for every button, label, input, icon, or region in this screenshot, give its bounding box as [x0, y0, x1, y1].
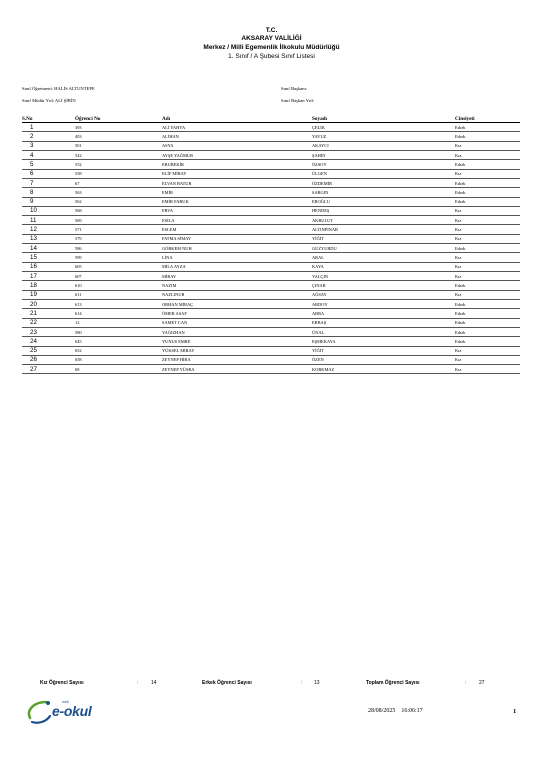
list-title-text: 1. Sınıf / A Şubesi Sınıf Listesi [228, 53, 315, 60]
vice-president-label: Sınıf Başkan Yrd: [281, 98, 315, 103]
print-datetime [368, 708, 423, 714]
header-last-name: Soyadı [312, 115, 455, 123]
cell-first-name: ELVAN BATUR [162, 178, 312, 187]
cell-first-name: YAĞIZHAN [162, 327, 312, 336]
cell-student-no: 599 [75, 253, 162, 262]
cell-student-no: 393 [75, 123, 162, 132]
cell-student-no: 552 [75, 160, 162, 169]
cell-student-no: 403 [75, 132, 162, 141]
cell-student-no: 563 [75, 188, 162, 197]
cell-last-name: ÜNAL [312, 327, 455, 336]
school-text: Merkez / Milli Egemenlik İlkokulu Müdürlüğü [203, 44, 340, 51]
cell-first-name: SAMET CAN [162, 318, 312, 327]
cell-student-no: 611 [75, 290, 162, 299]
table-row [22, 216, 520, 225]
cell-student-no: 569 [75, 216, 162, 225]
table-row [22, 281, 520, 290]
assistant-principal-label: Sınıf Müdür Yrd: ALİ ŞİRİN [22, 98, 76, 103]
table-row [22, 206, 520, 215]
cell-student-no: 568 [75, 206, 162, 215]
table-row [22, 346, 520, 355]
cell-sno: 1 [22, 123, 75, 132]
table-row [22, 365, 520, 374]
cell-gender: Kız [455, 206, 520, 215]
cell-gender: Kız [455, 169, 520, 178]
cell-gender: Erkek [455, 318, 520, 327]
cell-first-name: ERVA [162, 206, 312, 215]
cell-gender: Kız [455, 262, 520, 271]
print-date: 28/08/2025 [368, 708, 396, 714]
table-row [22, 253, 520, 262]
list-title [0, 53, 543, 62]
cell-last-name: ALTINPINAR [312, 225, 455, 234]
governorship-text: AKSARAY VALİLİĞİ [241, 35, 302, 42]
cell-last-name: HENDEŞ [312, 206, 455, 215]
cell-student-no: 542 [75, 150, 162, 159]
cell-sno: 14 [22, 244, 75, 253]
cell-gender: Erkek [455, 132, 520, 141]
cell-first-name: MİRAY [162, 272, 312, 281]
cell-gender: Erkek [455, 309, 520, 318]
cell-student-no: 586 [75, 244, 162, 253]
table-row [22, 225, 520, 234]
table-row [22, 132, 520, 141]
cell-last-name: ÇINAR [312, 281, 455, 290]
cell-student-no: 607 [75, 272, 162, 281]
girls-separator: : [137, 680, 139, 686]
cell-sno: 8 [22, 188, 75, 197]
class-president-label: Sınıf Başkanı: [281, 86, 308, 91]
cell-sno: 2 [22, 132, 75, 141]
governorship-title [0, 35, 543, 44]
cell-gender: Kız [455, 150, 520, 159]
cell-sno: 19 [22, 290, 75, 299]
cell-sno: 22 [22, 318, 75, 327]
cell-first-name: ZEYNEP YÜSRA [162, 365, 312, 374]
cell-gender: Kız [455, 346, 520, 355]
cell-last-name: KORKMAZ [312, 365, 455, 374]
table-row [22, 188, 520, 197]
cell-first-name: ORHAN MİRAÇ [162, 299, 312, 308]
total-count-label [366, 680, 420, 686]
cell-last-name: ŞAHİN [312, 150, 455, 159]
girls-count-label [40, 680, 84, 686]
cell-gender: Kız [455, 216, 520, 225]
cell-sno: 20 [22, 299, 75, 308]
cell-gender: Erkek [455, 281, 520, 290]
cell-sno: 23 [22, 327, 75, 336]
cell-sno: 21 [22, 309, 75, 318]
cell-gender: Kız [455, 365, 520, 374]
cell-student-no: 67 [75, 178, 162, 187]
cell-sno: 5 [22, 160, 75, 169]
cell-last-name: ABRA [312, 309, 455, 318]
cell-first-name: ZEYNEP HİRA [162, 355, 312, 364]
table-row [22, 178, 520, 187]
header-sno: S.No [22, 115, 75, 123]
table-row [22, 169, 520, 178]
cell-sno: 7 [22, 178, 75, 187]
boys-count-label [202, 680, 252, 686]
cell-student-no: 658 [75, 355, 162, 364]
table-row [22, 160, 520, 169]
cell-last-name: ÖZSOY [312, 160, 455, 169]
cell-sno: 4 [22, 150, 75, 159]
table-row [22, 299, 520, 308]
table-row [22, 244, 520, 253]
table-row [22, 234, 520, 243]
cell-last-name: ÜLGEN [312, 169, 455, 178]
header-student-no: Öğrenci No [75, 115, 162, 123]
cell-sno: 25 [22, 346, 75, 355]
cell-sno: 6 [22, 169, 75, 178]
cell-first-name: GÖRKEM NUH [162, 244, 312, 253]
cell-first-name: ESLEM [162, 225, 312, 234]
cell-last-name: AKAYCI [312, 141, 455, 150]
cell-first-name: ELİF MİRAY [162, 169, 312, 178]
cell-sno: 10 [22, 206, 75, 215]
cell-first-name: ALİHAN [162, 132, 312, 141]
teacher-label: Sınıf Öğretmeni: HALİS ALTUNTEPE [22, 86, 95, 91]
table-body [22, 123, 520, 374]
cell-first-name: NAZIM [162, 281, 312, 290]
cell-sno: 27 [22, 365, 75, 374]
cell-student-no: 645 [75, 337, 162, 346]
cell-student-no: 652 [75, 346, 162, 355]
header-gender: Cinsiyeti [455, 115, 520, 123]
country-text: T.C. [265, 27, 278, 34]
cell-first-name: MİLA AYZA [162, 262, 312, 271]
cell-gender: Erkek [455, 337, 520, 346]
table-row [22, 197, 520, 206]
cell-gender: Erkek [455, 299, 520, 308]
logo-meb-text: meb [62, 700, 69, 704]
cell-gender: Kız [455, 290, 520, 299]
cell-last-name: AKBULUT [312, 216, 455, 225]
cell-gender: Kız [455, 234, 520, 243]
cell-last-name: YALÇIN [312, 272, 455, 281]
school-title [0, 44, 543, 53]
student-list-table [22, 115, 520, 374]
girls-count: 14 [151, 680, 157, 686]
cell-gender: Kız [455, 272, 520, 281]
table-header-row [22, 115, 520, 123]
cell-student-no: 613 [75, 299, 162, 308]
cell-last-name: ÇELİK [312, 123, 455, 132]
cell-gender: Kız [455, 141, 520, 150]
table-row [22, 290, 520, 299]
cell-last-name: SARGIN [312, 188, 455, 197]
logo-text: e-okul [52, 703, 92, 719]
cell-last-name: EŞMEKAYA [312, 337, 455, 346]
cell-sno: 13 [22, 234, 75, 243]
cell-first-name: YUNUS EMRE [162, 337, 312, 346]
cell-sno: 17 [22, 272, 75, 281]
cell-first-name: EMİR [162, 188, 312, 197]
cell-first-name: LİNA [162, 253, 312, 262]
cell-student-no: 579 [75, 234, 162, 243]
cell-sno: 18 [22, 281, 75, 290]
cell-student-no: 571 [75, 225, 162, 234]
total-label: Toplam Öğrenci Sayısı [366, 680, 420, 686]
cell-last-name: AĞSAY [312, 290, 455, 299]
cell-student-no: 605 [75, 262, 162, 271]
cell-student-no: 68 [75, 365, 162, 374]
boys-label: Erkek Öğrenci Sayısı [202, 680, 252, 686]
girls-label: Kız Öğrenci Sayısı [40, 680, 84, 686]
cell-first-name: AYŞE YAĞMUR [162, 150, 312, 159]
table-row [22, 123, 520, 132]
cell-sno: 26 [22, 355, 75, 364]
page-number: 1 [513, 708, 517, 715]
table-row [22, 318, 520, 327]
cell-gender: Kız [455, 355, 520, 364]
cell-last-name: GÜZYURDU [312, 244, 455, 253]
cell-sno: 12 [22, 225, 75, 234]
print-time: 16:06:17 [401, 708, 423, 714]
table-row [22, 327, 520, 336]
cell-last-name: ÖZDEMİR [312, 178, 455, 187]
boys-count: 13 [314, 680, 320, 686]
cell-first-name: EBUBEKİR [162, 160, 312, 169]
cell-student-no: 610 [75, 281, 162, 290]
boys-separator: : [301, 680, 303, 686]
cell-gender: Kız [455, 225, 520, 234]
cell-first-name: FATMA SİMAY [162, 234, 312, 243]
cell-last-name: ERBAŞ [312, 318, 455, 327]
cell-gender: Erkek [455, 244, 520, 253]
cell-student-no: 562 [75, 197, 162, 206]
cell-student-no: 558 [75, 169, 162, 178]
cell-student-no: 580 [75, 327, 162, 336]
cell-student-no: 12 [75, 318, 162, 327]
cell-sno: 11 [22, 216, 75, 225]
cell-gender: Erkek [455, 123, 520, 132]
table-row [22, 262, 520, 271]
table-row [22, 337, 520, 346]
cell-gender: Erkek [455, 188, 520, 197]
cell-last-name: KAYA [312, 262, 455, 271]
table-row [22, 141, 520, 150]
cell-sno: 3 [22, 141, 75, 150]
cell-last-name: YİĞİT [312, 346, 455, 355]
cell-first-name: NAZLINUR [162, 290, 312, 299]
table-row [22, 355, 520, 364]
cell-last-name: EROĞLU [312, 197, 455, 206]
table-row [22, 150, 520, 159]
cell-last-name: YAVUZ [312, 132, 455, 141]
cell-sno: 16 [22, 262, 75, 271]
total-count: 27 [479, 680, 485, 686]
cell-sno: 24 [22, 337, 75, 346]
cell-first-name: ESİLA [162, 216, 312, 225]
table-row [22, 272, 520, 281]
total-separator: : [465, 680, 467, 686]
cell-gender: Kız [455, 253, 520, 262]
cell-gender: Erkek [455, 178, 520, 187]
table-row [22, 309, 520, 318]
cell-last-name: ARDOY [312, 299, 455, 308]
cell-last-name: ÖZEN [312, 355, 455, 364]
cell-last-name: YİĞİT [312, 234, 455, 243]
cell-first-name: ALİ YAHYA [162, 123, 312, 132]
cell-sno: 15 [22, 253, 75, 262]
cell-gender: Erkek [455, 160, 520, 169]
cell-first-name: ASYA [162, 141, 312, 150]
cell-first-name: YÜKSEL MİRAY [162, 346, 312, 355]
cell-first-name: ÖMER ASAF [162, 309, 312, 318]
cell-last-name: ARAL [312, 253, 455, 262]
cell-sno: 9 [22, 197, 75, 206]
cell-gender: Erkek [455, 327, 520, 336]
cell-student-no: 614 [75, 309, 162, 318]
header-first-name: Adı [162, 115, 312, 123]
cell-gender: Erkek [455, 197, 520, 206]
cell-student-no: 501 [75, 141, 162, 150]
cell-first-name: EMİR FARUK [162, 197, 312, 206]
